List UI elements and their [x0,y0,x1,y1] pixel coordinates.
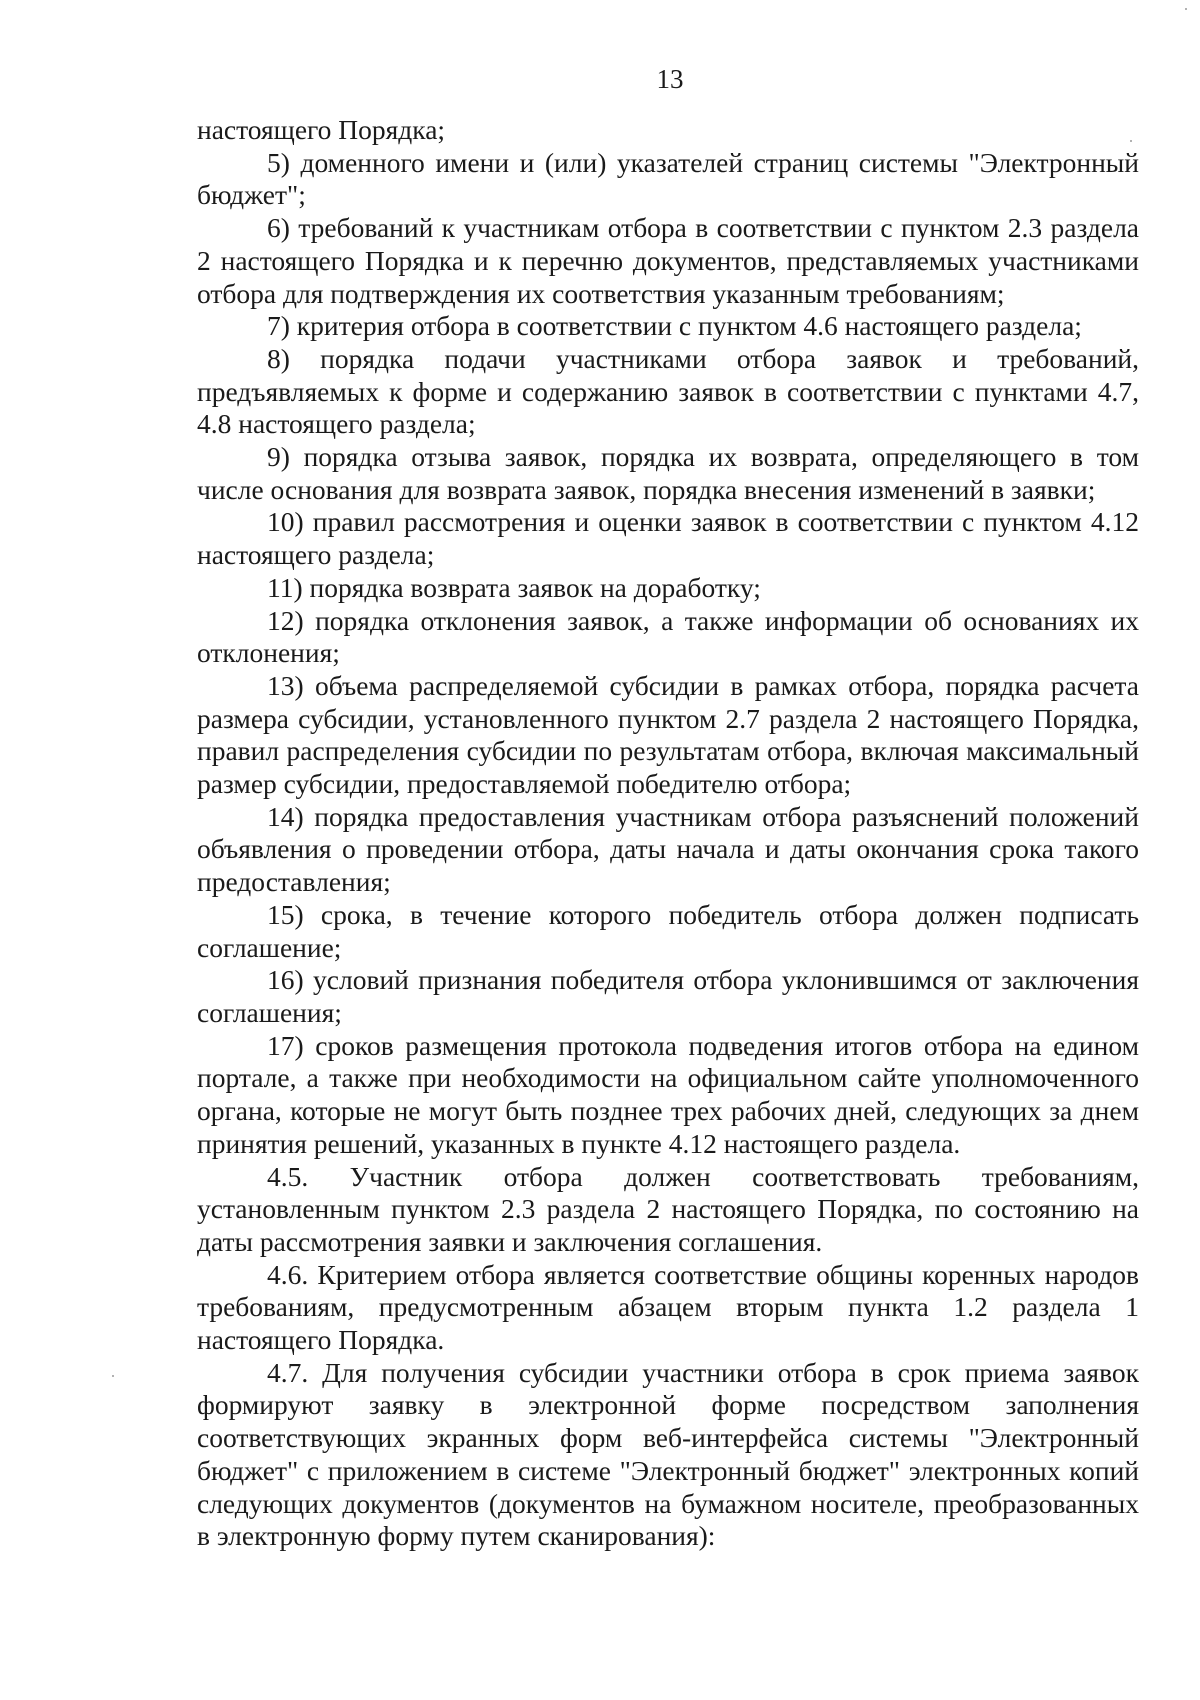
list-item-11: 11) порядка возврата заявок на доработку; [267,571,761,603]
section-4-6: 4.6. Критерием отбора является соответствие общины коренных народов требованиям, предусмотренным абзацем вторым пункта 1.2 раздела 1 настоящего Порядка. [197,1258,1139,1356]
list-item-6: 6) требований к участникам отбора в соответствии с пунктом 2.3 раздела 2 настоящего Порядка и к перечню документов, представляемых участниками отбора для подтверждения их соответствия указанным требованиям; [197,212,1139,309]
list-item-17: 17) сроков размещения протокола подведения итогов отбора на едином портале, а также при необходимости на официальном сайте уполномоченного органа, которые не могут быть позднее трех рабочих дней, следующих за днем принятия решений, указанных в пункте 4.12 настоящего раздела. [197,1029,1139,1159]
list-item-16: 16) условий признания победителя отбора уклонившимся от заключения соглашения; [197,964,1139,1028]
list-item-10: 10) правил рассмотрения и оценки заявок в соответствии с пунктом 4.12 настоящего раздела; [197,506,1139,571]
section-4-7: 4.7. Для получения субсидии участники отбора в срок приема заявок формируют заявку в электронной форме посредством заполнения соответствующих экранных форм веб-интерфейса системы "Электронный бюджет" с приложением в системе "Электронный бюджет" электронных копий следующих документов (документов на бумажном носителе, преобразованных в электронную форму путем сканирования): [197,1356,1139,1552]
list-item-12: 12) порядка отклонения заявок, а также информации об основаниях их отклонения; [197,604,1139,669]
list-item-8: 8) порядка подачи участниками отбора заявок и требований, предъявляемых к форме и содержанию заявок в соответствии с пунктами 4.7, 4.8 настоящего раздела; [197,342,1139,440]
scan-speck [112,1375,114,1377]
list-item-9: 9) порядка отзыва заявок, порядка их возврата, определяющего в том числе основания для возврата заявок, порядка внесения изменений в заявки; [197,441,1139,505]
list-item-13: 13) объема распределяемой субсидии в рамках отбора, порядка расчета размера субсидии, установленного пунктом 2.7 раздела 2 настоящего Порядка, правил распределения субсидии по результатам отбора, включая максимальный размер субсидии, предоставляемой победителю отбора; [197,669,1139,800]
list-item-5: 5) доменного имени и (или) указателей страниц системы "Электронный бюджет"; [197,146,1139,211]
list-item-14: 14) порядка предоставления участникам отбора разъяснений положений объявления о проведении отбора, даты начала и даты окончания срока такого предоставления; [197,800,1139,898]
list-item-15: 15) срока, в течение которого победитель отбора должен подписать соглашение; [197,898,1139,963]
page-number: 13 [656,64,684,94]
scan-speck [1185,8,1187,10]
list-item-7: 7) критерия отбора в соответствии с пунктом 4.6 настоящего раздела; [267,310,1082,342]
paragraph-continuation: настоящего Порядка; [197,114,446,145]
section-4-5: 4.5. Участник отбора должен соответствовать требованиям, установленным пунктом 2.3 раздела 2 настоящего Порядка, по состоянию на даты рассмотрения заявки и заключения соглашения. [197,1160,1139,1257]
scan-speck [1130,140,1132,142]
document-body [197,114,1139,1553]
